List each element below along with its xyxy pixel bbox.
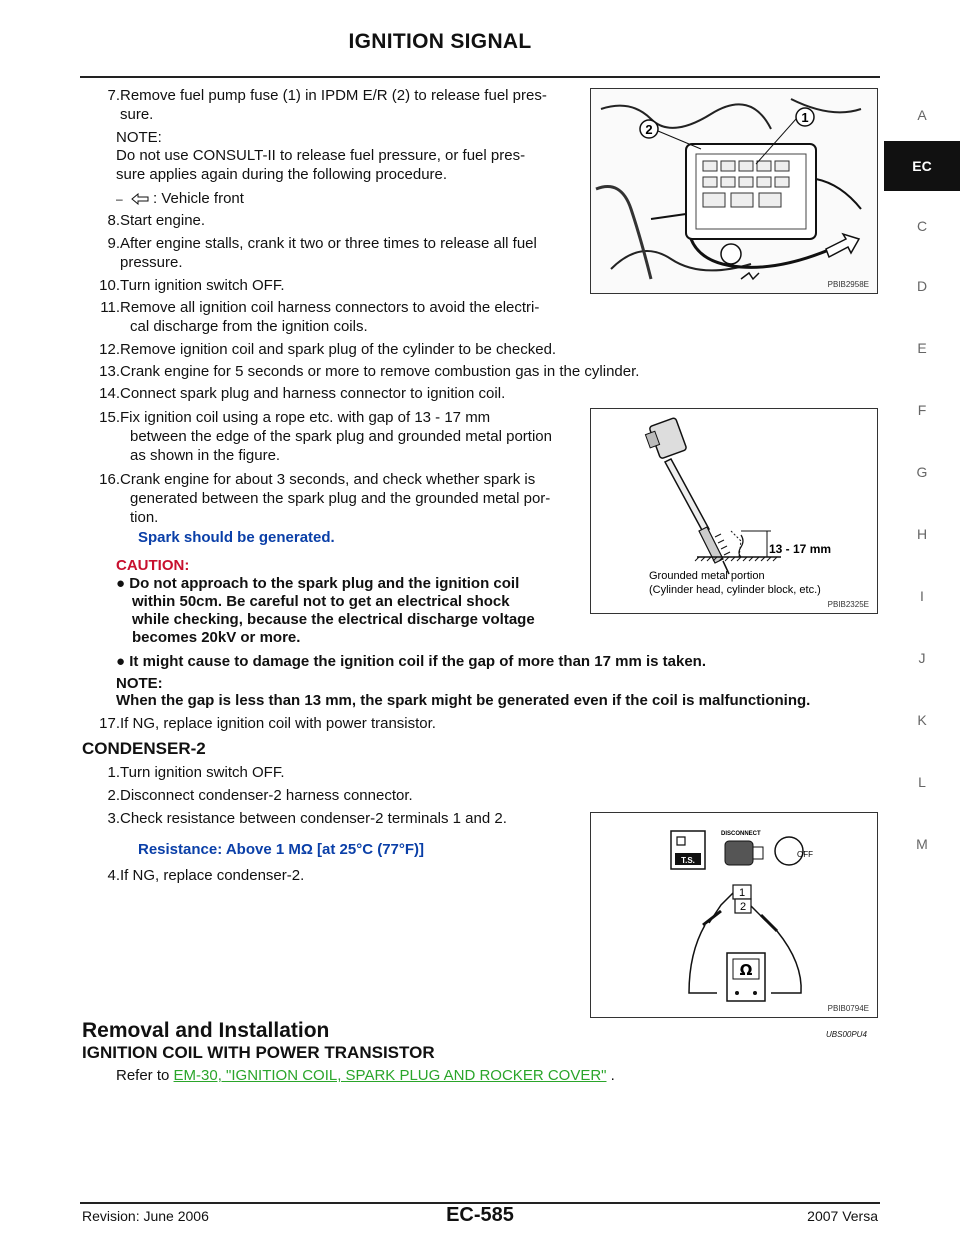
bullet-icon: ● [116, 653, 126, 670]
tab-f[interactable]: F [917, 402, 927, 418]
arrow-left-icon [131, 193, 149, 205]
figure-ipdm-fuse [590, 88, 878, 294]
caution-1: ● Do not approach to the spark plug and the ignition coil [116, 575, 520, 592]
tab-l[interactable]: L [918, 774, 926, 790]
callout-2: 2 [645, 122, 653, 137]
note-1-label: NOTE: [116, 129, 162, 146]
figure-id: PBIB2958E [827, 280, 869, 289]
model-name: 2007 Versa [807, 1208, 878, 1224]
connector-icon [725, 841, 753, 865]
ipdm-illustration [591, 89, 877, 293]
vehicle-front-legend: – : Vehicle front [116, 190, 244, 207]
tab-h[interactable]: H [916, 526, 928, 542]
figure-id: PBIB2325E [827, 600, 869, 609]
ground-label-2: (Cylinder head, cylinder block, etc.) [649, 584, 821, 596]
page-title: IGNITION SIGNAL [348, 30, 532, 53]
tab-d[interactable]: D [916, 278, 928, 294]
tab-j[interactable]: J [918, 650, 926, 666]
condenser-check-illustration [591, 813, 877, 1017]
step-7-cont: sure. [120, 106, 154, 123]
note-1-line2: sure applies again during the following procedure. [116, 166, 448, 183]
ts-label: T.S. [681, 856, 695, 865]
dash-icon: – [116, 192, 123, 206]
header-divider [80, 76, 880, 78]
tab-g[interactable]: G [916, 464, 928, 480]
figure-condenser-check [590, 812, 878, 1018]
section-tabs [884, 95, 960, 875]
caution-1-l4: becomes 20kV or more. [132, 629, 301, 646]
off-label: OFF [797, 850, 813, 859]
tab-e[interactable]: E [917, 340, 927, 356]
removal-title: Removal and Installation [82, 1019, 330, 1042]
refer-line: Refer to EM-30, "IGNITION COIL, SPARK PLUG AND ROCKER COVER" . [116, 1067, 615, 1084]
tab-i[interactable]: I [920, 588, 924, 604]
step-16-cont1: generated between the spark plug and the grounded metal por- [130, 490, 551, 507]
step-9-cont: pressure. [120, 254, 183, 271]
tab-c[interactable]: C [916, 218, 928, 234]
step-16-cont2: tion. [130, 509, 159, 526]
note-2-label: NOTE: [116, 675, 163, 692]
page-number: EC-585 [446, 1204, 514, 1226]
disconnect-label: DISCONNECT [721, 831, 761, 837]
spark-gap-illustration [591, 409, 877, 613]
terminal-1: 1 [738, 887, 746, 899]
figure-spark-gap [590, 408, 878, 614]
revision-date: Revision: June 2006 [82, 1208, 209, 1224]
gap-label: 13 - 17 mm [769, 542, 832, 556]
caution-2: ● It might cause to damage the ignition coil if the gap of more than 17 mm is taken. [116, 653, 706, 670]
caution-1-l3: while checking, because the electrical discharge voltage [132, 611, 535, 628]
note-2-text: When the gap is less than 13 mm, the spark might be generated even if the coil is malfunctioning. [116, 692, 811, 709]
spark-result: Spark should be generated. [138, 529, 335, 546]
step-15-cont2: as shown in the figure. [130, 447, 281, 464]
condenser-title: CONDENSER-2 [82, 739, 206, 758]
ohm-symbol: Ω [739, 961, 753, 979]
ground-label-1: Grounded metal portion [649, 570, 765, 582]
step-11-cont: cal discharge from the ignition coils. [130, 318, 368, 335]
note-1-line1: Do not use CONSULT-II to release fuel pressure, or fuel pres- [116, 147, 526, 164]
caution-label: CAUTION: [116, 557, 190, 574]
tab-k[interactable]: K [917, 712, 927, 728]
callout-1: 1 [801, 110, 809, 125]
figure-id: PBIB0794E [827, 1004, 869, 1013]
bullet-icon: ● [116, 575, 126, 592]
resistance-spec: Resistance: Above 1 MΩ [at 25°C (77°F)] [138, 841, 425, 858]
em-30-link[interactable]: EM-30, "IGNITION COIL, SPARK PLUG AND ROCKER COVER" [173, 1067, 607, 1084]
terminal-2: 2 [739, 901, 747, 913]
removal-subtitle: IGNITION COIL WITH POWER TRANSISTOR [82, 1043, 435, 1062]
section-code: UBS00PU4 [826, 1030, 867, 1039]
tab-a[interactable]: A [917, 107, 927, 123]
step-15-cont1: between the edge of the spark plug and grounded metal portion [130, 428, 552, 445]
tab-m[interactable]: M [916, 836, 928, 852]
caution-1-l2: within 50cm. Be careful not to get an electrical shock [132, 593, 510, 610]
tab-ec[interactable]: EC [884, 141, 960, 191]
